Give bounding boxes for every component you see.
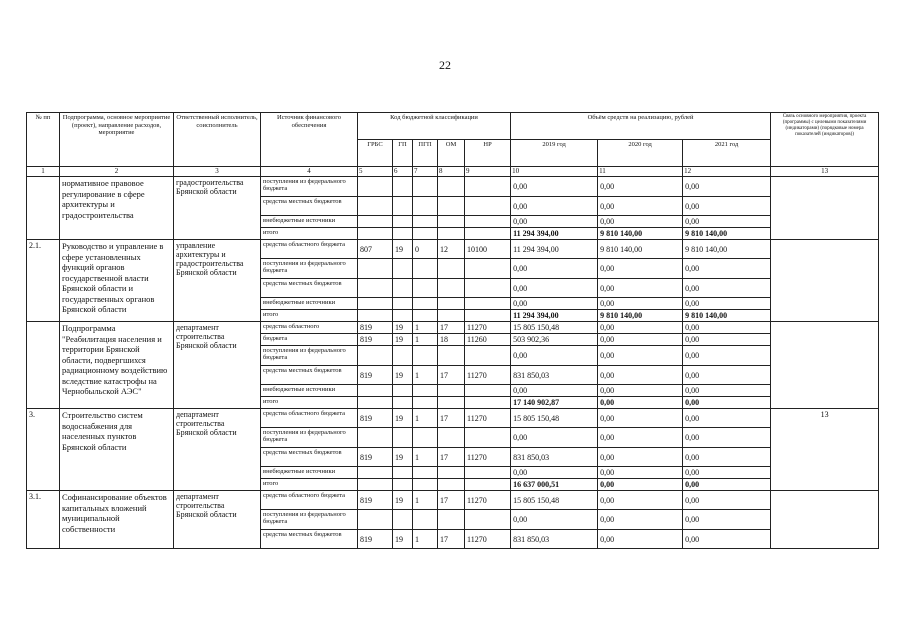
code-nr xyxy=(465,467,511,479)
amount-y2021: 0,00 xyxy=(683,397,771,409)
code-gp xyxy=(393,510,413,530)
code-nr: 11270 xyxy=(465,322,511,334)
code-grbs xyxy=(358,385,393,397)
column-number: 10 xyxy=(511,167,598,177)
amount-y2020: 0,00 xyxy=(598,448,683,467)
funding-source: внебюджетные источники xyxy=(261,216,358,228)
code-gp xyxy=(393,216,413,228)
funding-source: итого xyxy=(261,310,358,322)
amount-y2019: 0,00 xyxy=(511,428,598,448)
code-om xyxy=(438,279,465,298)
code-nr xyxy=(465,346,511,366)
amount-y2020: 0,00 xyxy=(598,467,683,479)
code-om xyxy=(438,177,465,197)
amount-y2021: 0,00 xyxy=(683,298,771,310)
table-row xyxy=(27,491,879,510)
funding-source: внебюджетные источники xyxy=(261,385,358,397)
table-row xyxy=(27,177,879,197)
header-om: ОМ xyxy=(438,140,465,167)
amount-y2019: 0,00 xyxy=(511,346,598,366)
column-number: 6 xyxy=(393,167,413,177)
table-row xyxy=(27,240,879,259)
code-pgp xyxy=(413,346,438,366)
code-gp: 19 xyxy=(393,240,413,259)
program-name: Строительство систем водоснабжения для населенных пунктов Брянской области xyxy=(60,409,174,491)
code-grbs xyxy=(358,197,393,216)
amount-y2019: 0,00 xyxy=(511,298,598,310)
code-pgp xyxy=(413,177,438,197)
header-link: Связь основного мероприятия, проекта (программы) с целевыми показателями (индикаторами) (порядковые номера показателей (индикаторов)) xyxy=(771,113,879,167)
amount-y2020: 0,00 xyxy=(598,298,683,310)
amount-y2020: 0,00 xyxy=(598,366,683,385)
funding-source: поступления из федерального бюджета xyxy=(261,510,358,530)
code-nr: 11270 xyxy=(465,491,511,510)
amount-y2020: 0,00 xyxy=(598,409,683,428)
code-pgp xyxy=(413,197,438,216)
funding-source: бюджета xyxy=(261,334,358,346)
amount-y2020: 0,00 xyxy=(598,322,683,334)
amount-y2020: 0,00 xyxy=(598,397,683,409)
code-om xyxy=(438,310,465,322)
code-nr xyxy=(465,197,511,216)
code-nr xyxy=(465,385,511,397)
funding-source: итого xyxy=(261,228,358,240)
code-gp: 19 xyxy=(393,409,413,428)
code-nr xyxy=(465,279,511,298)
amount-y2020: 0,00 xyxy=(598,177,683,197)
code-grbs: 807 xyxy=(358,240,393,259)
amount-y2021: 0,00 xyxy=(683,216,771,228)
funding-source: средства местных бюджетов xyxy=(261,366,358,385)
amount-y2019: 0,00 xyxy=(511,259,598,279)
code-pgp: 1 xyxy=(413,366,438,385)
amount-y2021: 0,00 xyxy=(683,530,771,549)
code-om: 17 xyxy=(438,366,465,385)
code-pgp xyxy=(413,385,438,397)
code-gp xyxy=(393,428,413,448)
amount-y2021: 0,00 xyxy=(683,366,771,385)
amount-y2020: 0,00 xyxy=(598,259,683,279)
header-code-group: Код бюджетной классификации xyxy=(358,113,511,140)
table-body xyxy=(27,113,879,549)
header-grbs: ГРБС xyxy=(358,140,393,167)
code-om: 17 xyxy=(438,409,465,428)
row-number xyxy=(27,177,60,240)
code-om xyxy=(438,397,465,409)
code-nr xyxy=(465,228,511,240)
header-gp: ГП xyxy=(393,140,413,167)
code-om xyxy=(438,216,465,228)
code-nr xyxy=(465,479,511,491)
header-2021: 2021 год xyxy=(683,140,771,167)
amount-y2020: 9 810 140,00 xyxy=(598,310,683,322)
program-name: Софинансирование объектов капитальных вложений муниципальной собственности xyxy=(60,491,174,549)
code-grbs xyxy=(358,510,393,530)
funding-source: средства местных бюджетов xyxy=(261,279,358,298)
code-gp xyxy=(393,397,413,409)
code-gp xyxy=(393,385,413,397)
column-number: 1 xyxy=(27,167,60,177)
column-number-row xyxy=(27,167,879,177)
table-row xyxy=(27,409,879,428)
indicator-link xyxy=(771,322,879,409)
amount-y2019: 0,00 xyxy=(511,385,598,397)
code-om xyxy=(438,259,465,279)
column-number: 12 xyxy=(683,167,771,177)
funding-source: средства областного бюджета xyxy=(261,491,358,510)
code-gp: 19 xyxy=(393,491,413,510)
column-number: 7 xyxy=(413,167,438,177)
code-grbs: 819 xyxy=(358,334,393,346)
code-nr xyxy=(465,177,511,197)
amount-y2020: 0,00 xyxy=(598,279,683,298)
amount-y2020: 0,00 xyxy=(598,479,683,491)
column-number: 4 xyxy=(261,167,358,177)
code-pgp xyxy=(413,279,438,298)
amount-y2020: 9 810 140,00 xyxy=(598,240,683,259)
amount-y2021: 0,00 xyxy=(683,510,771,530)
amount-y2020: 0,00 xyxy=(598,334,683,346)
funding-source: средства местных бюджетов xyxy=(261,530,358,549)
code-pgp: 1 xyxy=(413,334,438,346)
amount-y2020: 0,00 xyxy=(598,216,683,228)
row-number xyxy=(27,322,60,409)
executor: департамент строительства Брянской области xyxy=(174,491,261,549)
indicator-link: 13 xyxy=(771,409,879,491)
amount-y2020: 0,00 xyxy=(598,385,683,397)
code-om: 17 xyxy=(438,322,465,334)
code-grbs xyxy=(358,346,393,366)
code-pgp: 1 xyxy=(413,322,438,334)
code-grbs xyxy=(358,467,393,479)
row-number: 2.1. xyxy=(27,240,60,322)
code-om xyxy=(438,510,465,530)
amount-y2019: 16 637 000,51 xyxy=(511,479,598,491)
funding-source: средства областного xyxy=(261,322,358,334)
code-nr xyxy=(465,298,511,310)
code-gp: 19 xyxy=(393,448,413,467)
funding-source: средства местных бюджетов xyxy=(261,197,358,216)
code-nr xyxy=(465,510,511,530)
amount-y2021: 0,00 xyxy=(683,409,771,428)
table-row xyxy=(27,322,879,334)
code-om: 17 xyxy=(438,530,465,549)
code-grbs: 819 xyxy=(358,448,393,467)
code-pgp: 1 xyxy=(413,491,438,510)
indicator-link xyxy=(771,240,879,322)
code-om: 17 xyxy=(438,448,465,467)
amount-y2019: 0,00 xyxy=(511,510,598,530)
code-gp xyxy=(393,298,413,310)
code-om xyxy=(438,346,465,366)
code-grbs: 819 xyxy=(358,530,393,549)
amount-y2021: 0,00 xyxy=(683,491,771,510)
code-nr: 10100 xyxy=(465,240,511,259)
code-gp: 19 xyxy=(393,334,413,346)
code-pgp: 1 xyxy=(413,409,438,428)
header-executor: Ответственный исполнитель, соисполнитель xyxy=(174,113,261,167)
code-gp xyxy=(393,467,413,479)
amount-y2020: 0,00 xyxy=(598,530,683,549)
code-om xyxy=(438,428,465,448)
code-pgp xyxy=(413,467,438,479)
code-grbs xyxy=(358,177,393,197)
amount-y2020: 0,00 xyxy=(598,428,683,448)
amount-y2020: 0,00 xyxy=(598,346,683,366)
funding-source: средства областного бюджета xyxy=(261,409,358,428)
code-gp xyxy=(393,346,413,366)
code-om xyxy=(438,467,465,479)
column-number: 8 xyxy=(438,167,465,177)
executor: департамент строительства Брянской области xyxy=(174,322,261,409)
executor: градостроительства Брянской области xyxy=(174,177,261,240)
code-nr xyxy=(465,216,511,228)
amount-y2021: 0,00 xyxy=(683,197,771,216)
code-nr xyxy=(465,428,511,448)
amount-y2019: 11 294 394,00 xyxy=(511,310,598,322)
code-pgp xyxy=(413,259,438,279)
code-om: 18 xyxy=(438,334,465,346)
amount-y2019: 0,00 xyxy=(511,216,598,228)
amount-y2021: 0,00 xyxy=(683,259,771,279)
amount-y2021: 0,00 xyxy=(683,177,771,197)
code-grbs: 819 xyxy=(358,366,393,385)
amount-y2019: 503 902,36 xyxy=(511,334,598,346)
header-pgp: ПГП xyxy=(413,140,438,167)
code-gp xyxy=(393,177,413,197)
amount-y2021: 0,00 xyxy=(683,479,771,491)
program-name: Подпрограмма "Реабилитация населения и территории Брянской области, подвергшихся радиационному воздействию вследствие катастрофы на Чернобыльской АЭС" xyxy=(60,322,174,409)
code-nr xyxy=(465,397,511,409)
funding-source: поступления из федерального бюджета xyxy=(261,428,358,448)
amount-y2019: 0,00 xyxy=(511,467,598,479)
code-nr: 11270 xyxy=(465,448,511,467)
column-number: 9 xyxy=(465,167,511,177)
amount-y2020: 0,00 xyxy=(598,197,683,216)
column-number: 13 xyxy=(771,167,879,177)
code-gp xyxy=(393,279,413,298)
code-om xyxy=(438,228,465,240)
amount-y2019: 11 294 394,00 xyxy=(511,228,598,240)
funding-source: внебюджетные источники xyxy=(261,298,358,310)
code-grbs xyxy=(358,310,393,322)
header-amount-group: Объём средств на реализацию, рублей xyxy=(511,113,771,140)
code-pgp xyxy=(413,228,438,240)
amount-y2021: 0,00 xyxy=(683,322,771,334)
code-om: 12 xyxy=(438,240,465,259)
code-pgp: 0 xyxy=(413,240,438,259)
amount-y2019: 15 805 150,48 xyxy=(511,409,598,428)
code-gp xyxy=(393,259,413,279)
code-gp: 19 xyxy=(393,366,413,385)
code-gp xyxy=(393,197,413,216)
code-gp xyxy=(393,228,413,240)
executor: департамент строительства Брянской области xyxy=(174,409,261,491)
amount-y2020: 9 810 140,00 xyxy=(598,228,683,240)
amount-y2019: 15 805 150,48 xyxy=(511,322,598,334)
code-nr: 11270 xyxy=(465,366,511,385)
code-gp xyxy=(393,479,413,491)
column-number: 11 xyxy=(598,167,683,177)
amount-y2020: 0,00 xyxy=(598,510,683,530)
amount-y2019: 0,00 xyxy=(511,279,598,298)
code-grbs xyxy=(358,216,393,228)
code-nr: 11270 xyxy=(465,409,511,428)
code-pgp xyxy=(413,310,438,322)
code-grbs: 819 xyxy=(358,409,393,428)
code-gp xyxy=(393,310,413,322)
code-grbs: 819 xyxy=(358,491,393,510)
amount-y2021: 0,00 xyxy=(683,428,771,448)
funding-source: внебюджетные источники xyxy=(261,467,358,479)
amount-y2020: 0,00 xyxy=(598,491,683,510)
row-number: 3. xyxy=(27,409,60,491)
funding-source: поступления из федерального бюджета xyxy=(261,177,358,197)
code-pgp: 1 xyxy=(413,448,438,467)
header-nr: НР xyxy=(465,140,511,167)
code-nr xyxy=(465,310,511,322)
amount-y2021: 0,00 xyxy=(683,385,771,397)
amount-y2021: 0,00 xyxy=(683,346,771,366)
funding-source: поступления из федерального бюджета xyxy=(261,346,358,366)
code-grbs xyxy=(358,428,393,448)
code-nr: 11270 xyxy=(465,530,511,549)
code-om: 17 xyxy=(438,491,465,510)
funding-source: средства областного бюджета xyxy=(261,240,358,259)
code-grbs xyxy=(358,228,393,240)
header-2019: 2019 год xyxy=(511,140,598,167)
header-row xyxy=(27,113,879,140)
program-name: Руководство и управление в сфере установленных функций органов государственной власти Брянской области и государственных органов Брянской области xyxy=(60,240,174,322)
code-pgp xyxy=(413,510,438,530)
code-pgp xyxy=(413,428,438,448)
column-number: 2 xyxy=(60,167,174,177)
indicator-link xyxy=(771,491,879,549)
code-gp: 19 xyxy=(393,530,413,549)
code-gp: 19 xyxy=(393,322,413,334)
page-number: 22 xyxy=(439,58,451,72)
amount-y2021: 9 810 140,00 xyxy=(683,310,771,322)
amount-y2019: 11 294 394,00 xyxy=(511,240,598,259)
code-om xyxy=(438,479,465,491)
code-grbs xyxy=(358,259,393,279)
code-grbs: 819 xyxy=(358,322,393,334)
funding-source: итого xyxy=(261,397,358,409)
code-grbs xyxy=(358,479,393,491)
code-grbs xyxy=(358,279,393,298)
funding-source: поступления из федерального бюджета xyxy=(261,259,358,279)
column-number: 5 xyxy=(358,167,393,177)
code-om xyxy=(438,385,465,397)
code-grbs xyxy=(358,298,393,310)
amount-y2019: 831 850,03 xyxy=(511,448,598,467)
code-nr xyxy=(465,259,511,279)
column-number: 3 xyxy=(174,167,261,177)
amount-y2019: 831 850,03 xyxy=(511,366,598,385)
amount-y2019: 15 805 150,48 xyxy=(511,491,598,510)
amount-y2021: 0,00 xyxy=(683,467,771,479)
header-num: № пп xyxy=(27,113,60,167)
header-2020: 2020 год xyxy=(598,140,683,167)
row-number: 3.1. xyxy=(27,491,60,549)
code-pgp xyxy=(413,479,438,491)
budget-table xyxy=(26,112,879,549)
program-name: нормативное правовое регулирование в сфере архитектуры и градостроительства xyxy=(60,177,174,240)
code-pgp xyxy=(413,298,438,310)
header-program: Подпрограмма, основное мероприятие (проект), направление расходов, мероприятие xyxy=(60,113,174,167)
amount-y2021: 0,00 xyxy=(683,448,771,467)
funding-source: итого xyxy=(261,479,358,491)
code-nr: 11260 xyxy=(465,334,511,346)
amount-y2021: 9 810 140,00 xyxy=(683,228,771,240)
code-pgp xyxy=(413,216,438,228)
amount-y2019: 0,00 xyxy=(511,197,598,216)
code-om xyxy=(438,197,465,216)
header-source: Источник финансового обеспечения xyxy=(261,113,358,167)
code-om xyxy=(438,298,465,310)
amount-y2019: 17 140 902,87 xyxy=(511,397,598,409)
amount-y2021: 9 810 140,00 xyxy=(683,240,771,259)
code-pgp xyxy=(413,397,438,409)
amount-y2021: 0,00 xyxy=(683,279,771,298)
amount-y2019: 831 850,03 xyxy=(511,530,598,549)
indicator-link xyxy=(771,177,879,240)
funding-source: средства местных бюджетов xyxy=(261,448,358,467)
amount-y2021: 0,00 xyxy=(683,334,771,346)
amount-y2019: 0,00 xyxy=(511,177,598,197)
code-grbs xyxy=(358,397,393,409)
code-pgp: 1 xyxy=(413,530,438,549)
executor: управление архитектуры и градостроительства Брянской области xyxy=(174,240,261,322)
